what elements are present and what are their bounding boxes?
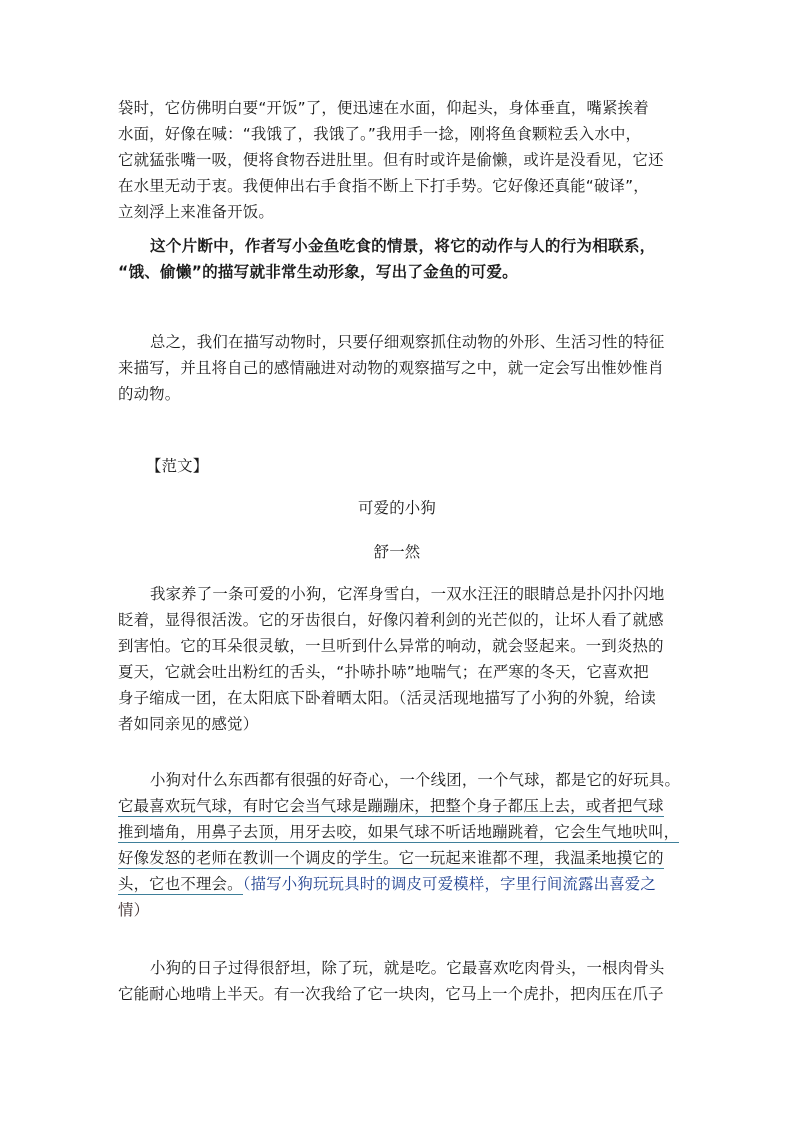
underlined-text: 头，它也不理会。 [118,875,243,893]
analysis-line: “饿、偷懒”的描写就非常生动形象，写出了金鱼的可爱。 [118,263,518,281]
comment-text: 情） [118,901,150,919]
essay-line-wrapper [118,846,678,870]
summary-line: 的动物。 [118,385,181,403]
summary-line: 总之，我们在描写动物时，只要仔细观察抓住动物的外形、生活习性的特征 [150,333,665,351]
paragraph-line: 立刻浮上来准备开饭。 [118,203,274,221]
essay-line-wrapper [118,794,678,818]
paragraph-line: 它就猛张嘴一吸，便将食物吞进肚里。但有时或许是偷懒，或许是没看见，它还 [118,151,664,169]
underlined-text: 它最喜欢玩气球，有时它会当气球是蹦蹦床，把整个身子都压上去，或者把气球 [118,797,664,815]
section-label: 【范文】 [146,457,209,475]
essay-line: 眨着，显得很活泼。它的牙齿很白，好像闪着利剑的光芒似的，让坏人看了就感 [118,611,664,629]
essay-line: 夏天，它就会吐出粉红的舌头，“扑哧扑哧”地喘气；在严寒的冬天，它喜欢把 [118,663,649,681]
analysis-line: 这个片断中，作者写小金鱼吃食的情景，将它的动作与人的行为相联系， [150,237,656,255]
comment-text: （描写小狗玩玩具时的调皮可爱模样，字里行间流露出喜爱之 [242,875,656,893]
underlined-text: 好像发怒的老师在教训一个调皮的学生。它一玩起来谁都不理，我温柔地摸它的 [118,849,664,867]
summary-line: 来描写，并且将自己的感情融进对动物的观察描写之中，就一定会写出惟妙惟肖 [118,359,664,377]
essay-author: 舒一然 [373,543,421,561]
essay-line-wrapper [118,872,678,896]
essay-line: 它能耐心地啃上半天。有一次我给了它一块肉，它马上一个虎扑，把肉压在爪子 [118,985,664,1003]
paragraph-line: 水面，好像在喊：“我饿了，我饿了。”我用手一捻，刚将鱼食颗粒丢入水中， [118,125,642,143]
essay-line: 小狗对什么东西都有很强的好奇心，一个线团，一个气球，都是它的好玩具。 [150,771,681,789]
essay-title: 可爱的小狗 [358,499,436,517]
paragraph-line: 袋时，它仿佛明白要“开饭”了，便迅速在水面，仰起头，身体垂直，嘴紧挨着 [118,99,649,117]
essay-line-wrapper [118,820,678,844]
underlined-text: 推到墙角，用鼻子去顶，用牙去咬，如果气球不听话地蹦跳着，它会生气地吠叫， [118,823,680,841]
essay-line: 我家养了一条可爱的小狗，它浑身雪白，一双水汪汪的眼睛总是扑闪扑闪地 [150,585,665,603]
essay-line: 者如同亲见的感觉） [118,715,259,733]
essay-line: 身子缩成一团，在太阳底下卧着晒太阳。（活灵活现地描写了小狗的外貌，给读 [118,689,656,707]
paragraph-line: 在水里无动于衷。我便伸出右手食指不断上下打手势。它好像还真能“破译”， [118,177,649,195]
essay-line: 小狗的日子过得很舒坦，除了玩，就是吃。它最喜欢吃肉骨头，一根肉骨头 [150,959,665,977]
essay-line: 到害怕。它的耳朵很灵敏，一旦听到什么异常的响动，就会竖起来。一到炎热的 [118,637,664,655]
